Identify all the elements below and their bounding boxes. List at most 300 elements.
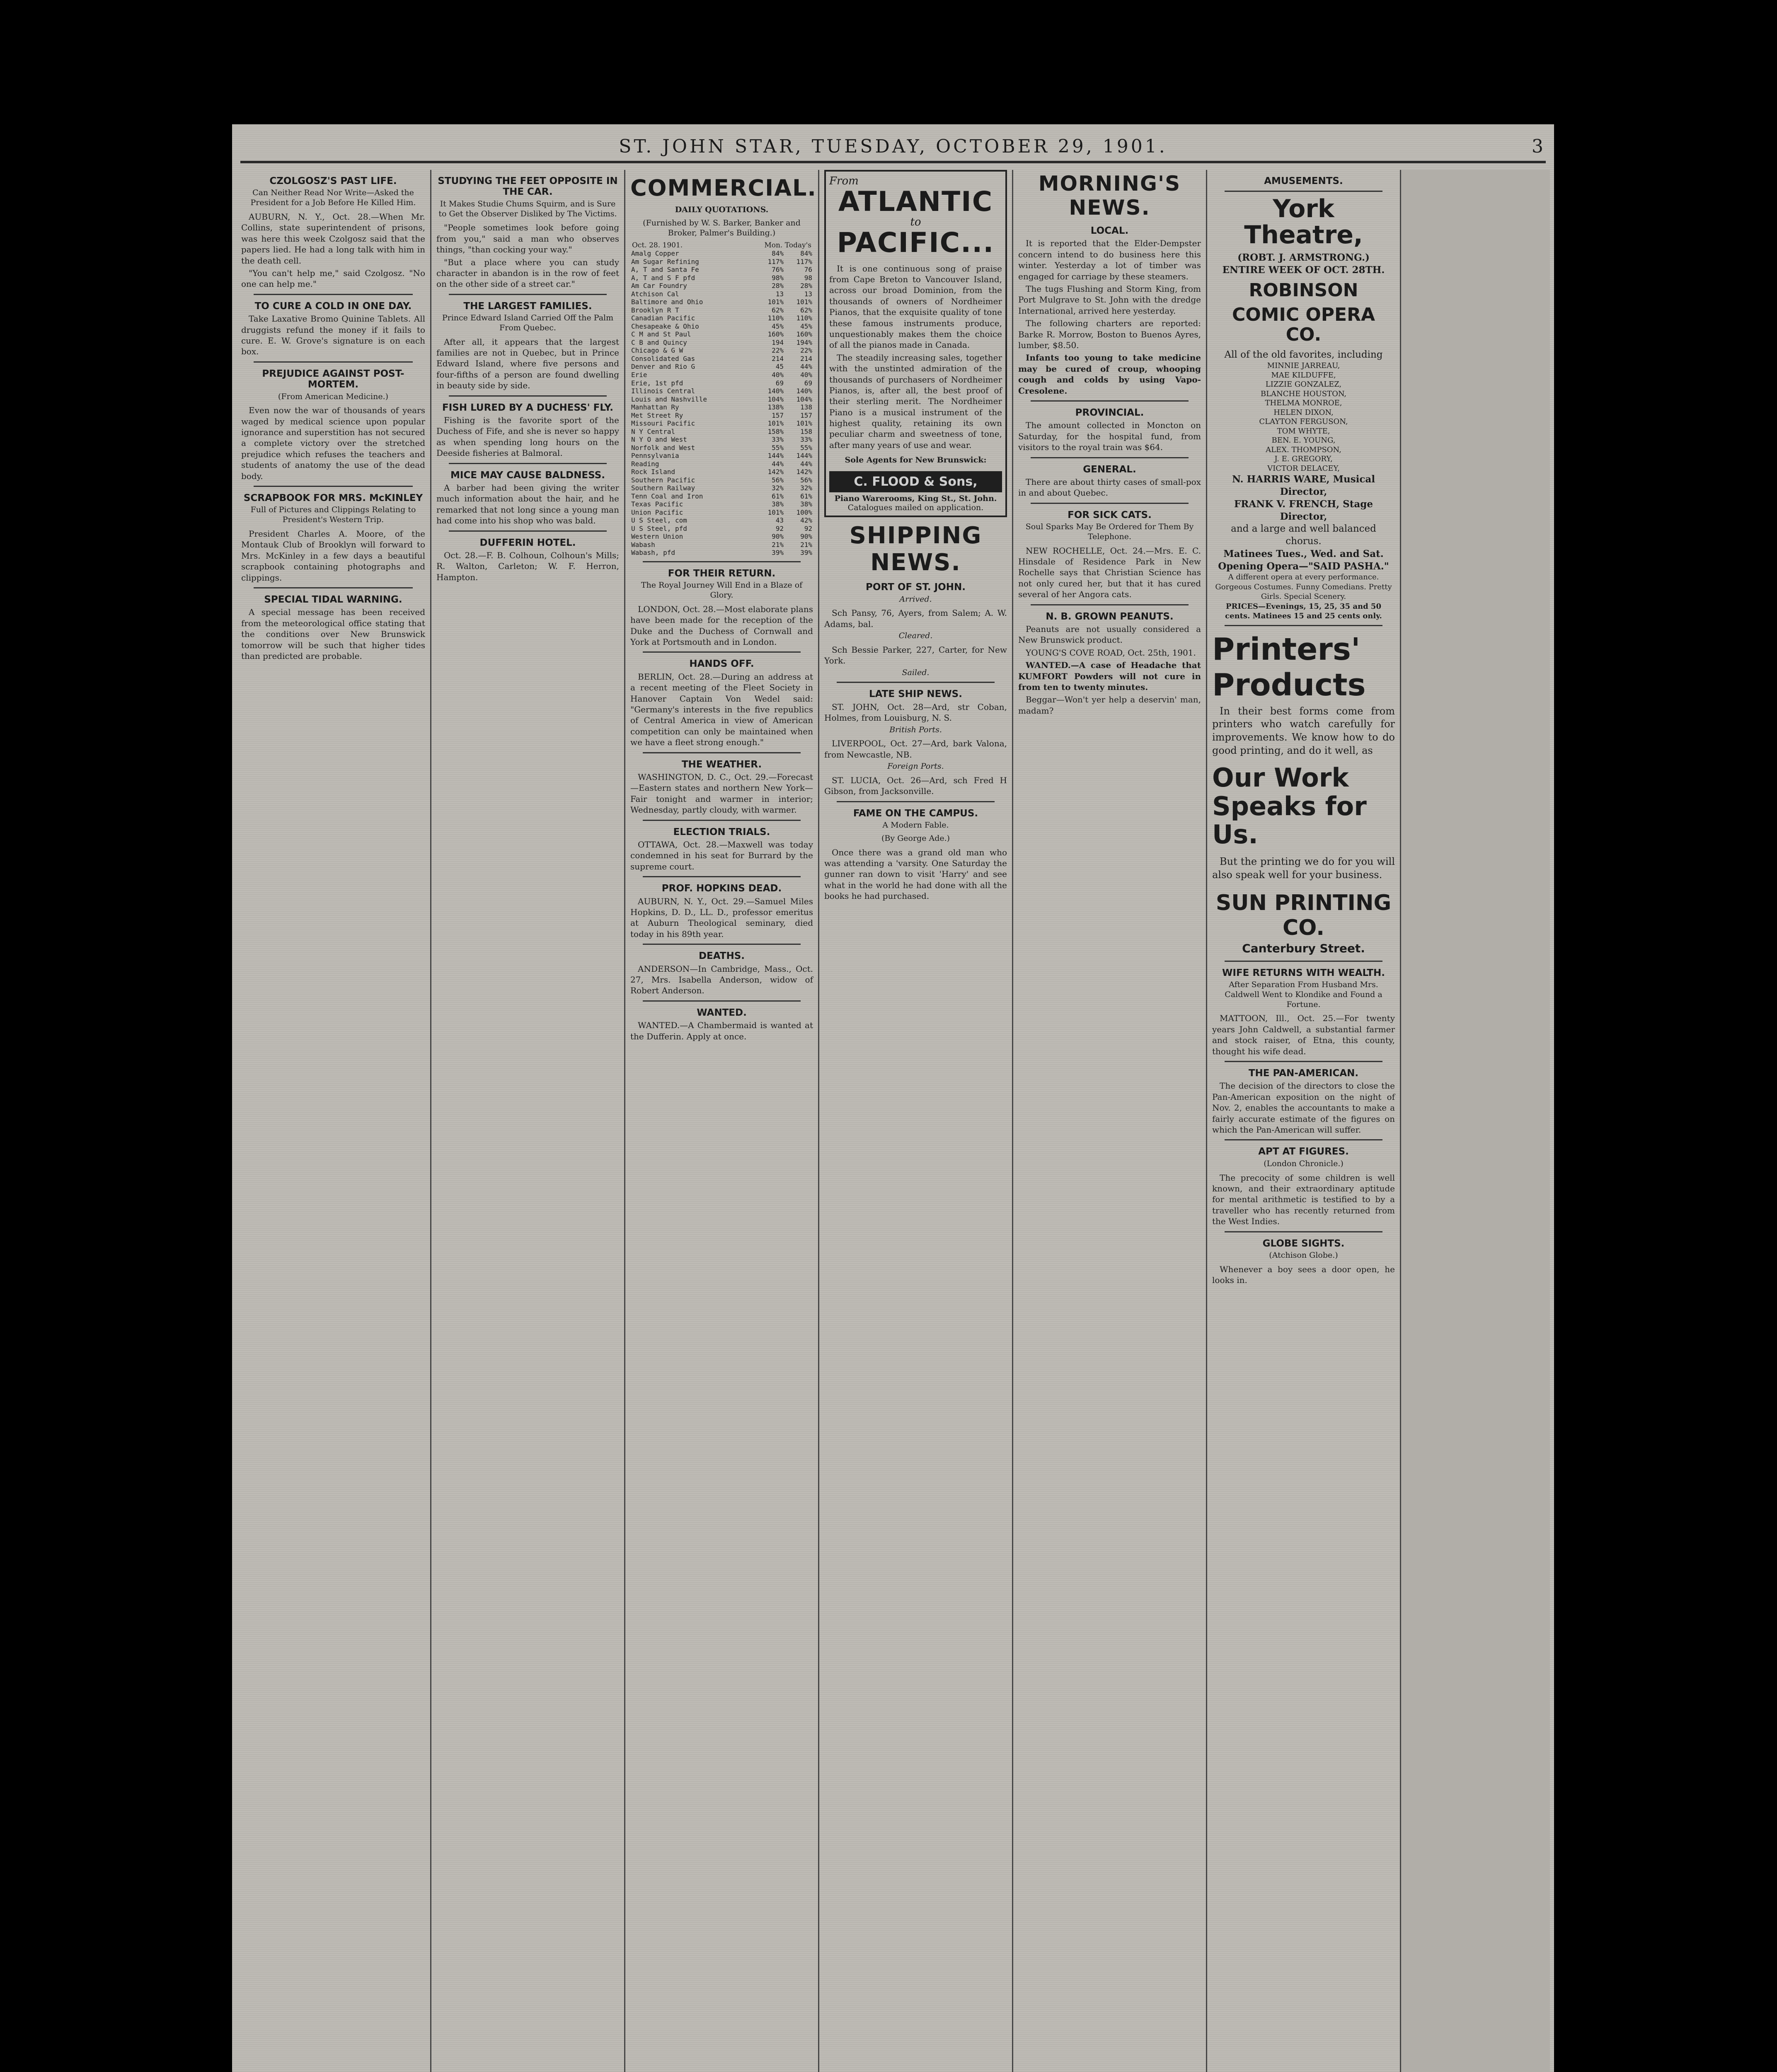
ad-text: It is one continuous song of praise from Cape Breton to Vancouver Island, across our broad Dominion, from the thousands of owners of Nordheimer Pianos, that the exquisite quality of tone these famous instruments produce, unquestionably makes them the choice of all the pianos made in Canada. xyxy=(829,263,1002,350)
quote-price: 22% xyxy=(772,346,784,355)
byline-fame-campus: (By George Ade.) xyxy=(881,833,950,843)
quote-price: 56% xyxy=(772,476,784,484)
divider xyxy=(449,395,607,397)
headline-studying-feet: STUDYING THE FEET OPPOSITE IN THE CAR. xyxy=(438,176,618,198)
quote-stock: U S Steel, pfd xyxy=(631,524,687,533)
divider xyxy=(1225,191,1382,192)
headline-post-mortem: PREJUDICE AGAINST POST-MORTEM. xyxy=(262,368,404,390)
quote-row xyxy=(630,500,813,508)
quote-price: 39% xyxy=(772,549,784,557)
quote-stock: Pennsylvania xyxy=(631,452,679,460)
quote-price: 138% xyxy=(767,403,784,411)
label-cleared: Cleared. xyxy=(898,631,933,641)
divider xyxy=(1031,457,1189,458)
ticket-prices: PRICES—Evenings, 15, 25, 35 and 50 cents. Matinees 15 and 25 cents only. xyxy=(1225,602,1382,620)
quote-price: 45% xyxy=(800,322,812,330)
quote-row xyxy=(630,428,813,436)
subhead-wife-returns: After Separation From Husband Mrs. Caldwell Went to Klondike and Found a Fortune. xyxy=(1225,980,1382,1009)
divider xyxy=(449,463,607,464)
headline-deaths: DEATHS. xyxy=(698,951,745,962)
subhead-apt-figures: (London Chronicle.) xyxy=(1264,1159,1344,1168)
quote-row xyxy=(630,533,813,541)
article-text: Once there was a grand old man who was attending a 'varsity. One Saturday the gunner ran down to visit 'Harry' and see what in the world he had done with all the books he had purchased. xyxy=(824,847,1007,901)
ad-to: to xyxy=(910,216,921,229)
quote-price: 61% xyxy=(800,492,812,500)
quote-stock: A, T and S F pfd xyxy=(631,274,695,282)
quote-stock: Amalg Copper xyxy=(631,249,679,258)
quote-stock: C M and St Paul xyxy=(631,330,691,339)
quote-row xyxy=(630,339,813,347)
quote-price: 101% xyxy=(767,298,784,306)
article-text: After all, it appears that the largest families are not in Quebec, but in Prince Edward Island, where five persons and four-fifths of a person are found dwelling in beauty side by side. xyxy=(436,336,619,391)
quote-stock: Erie xyxy=(631,370,647,379)
article-text: WASHINGTON, D. C., Oct. 29.—Forecast—Eastern states and northern New York—Fair tonight and warmer in interior; Wednesday, partly cloudy, with warmer. xyxy=(630,772,813,815)
quote-price: 158 xyxy=(800,427,812,436)
quote-row xyxy=(630,525,813,533)
quote-price: 117% xyxy=(796,257,812,266)
quote-price: 110% xyxy=(796,314,812,322)
quote-price: 144% xyxy=(767,452,784,460)
quote-price: 214 xyxy=(772,354,784,363)
subhead-daily-quotations: DAILY QUOTATIONS. xyxy=(675,205,769,214)
article-text: The decision of the directors to close the Pan-American exposition on the night of Nov. 2, enables the accountants to make a fairly accurate estimate of the figures on which the Pan-American will suffer. xyxy=(1212,1081,1395,1135)
quote-price: 194 xyxy=(772,338,784,346)
subhead-fame-campus: A Modern Fable. xyxy=(882,821,949,830)
divider xyxy=(449,294,607,295)
quote-stock: Missouri Pacific xyxy=(631,419,695,428)
cast-member: BLANCHE HOUSTON, xyxy=(1260,389,1347,398)
headline-mornings-news: MORNING'S NEWS. xyxy=(1038,172,1181,220)
article-text: WANTED.—A Chambermaid is wanted at the Dufferin. Apply at once. xyxy=(630,1020,813,1041)
headline-scrapbook: SCRAPBOOK FOR MRS. McKINLEY xyxy=(243,493,423,504)
quote-stock: Louis and Nashville xyxy=(631,395,707,403)
headline-mice-baldness: MICE MAY CAUSE BALDNESS. xyxy=(450,470,605,481)
article-text: AUBURN, N. Y., Oct. 28.—When Mr. Collins, state superintendent of prisons, was here this week Czolgosz said that the papers lied. He had a long talk with him in the death cell. xyxy=(241,211,425,266)
quote-row xyxy=(630,387,813,395)
shipping-entry: ST. JOHN, Oct. 28—Ard, str Coban, Holmes, from Louisburg, N. S. xyxy=(824,702,1007,723)
quote-row xyxy=(630,444,813,452)
article-text: The tugs Flushing and Storm King, from Port Mulgrave to St. John with the dredge International, arrived here yesterday. xyxy=(1018,284,1201,316)
quote-price: 160% xyxy=(796,330,812,339)
cast-member: J. E. GREGORY, xyxy=(1274,455,1333,464)
quote-price: 21% xyxy=(800,540,812,549)
headline-cold-cure: TO CURE A COLD IN ONE DAY. xyxy=(254,300,412,312)
quote-price: 39% xyxy=(800,549,812,557)
ad-atlantic: ATLANTIC xyxy=(838,186,993,218)
theatre-name: York Theatre, xyxy=(1244,194,1363,250)
newspaper-page xyxy=(232,124,1554,2072)
quote-stock: Southern Pacific xyxy=(631,476,695,484)
quote-stock: Wabash, pfd xyxy=(631,549,675,557)
chorus-note: and a large and well balanced chorus. xyxy=(1231,523,1376,547)
quote-row xyxy=(630,298,813,306)
amusements-label: AMUSEMENTS. xyxy=(1264,176,1343,186)
headline-hopkins-dead: PROF. HOPKINS DEAD. xyxy=(661,883,782,894)
column-4 xyxy=(818,170,1012,2072)
quote-price: 84% xyxy=(800,249,812,258)
divider xyxy=(1225,1231,1382,1232)
divider xyxy=(643,561,801,562)
subhead-scrapbook: Full of Pictures and Clippings Relating to President's Western Trip. xyxy=(250,505,416,525)
divider xyxy=(1031,400,1189,402)
article-text: BERLIN, Oct. 28.—During an address at a recent meeting of the Fleet Society in Hanover Captain Von Wedel said: "Germany's interests in the five republics of Central America in view of American competition can only be maintained when we have a fleet strong enough." xyxy=(630,671,813,748)
quote-price: 45 xyxy=(775,363,784,371)
quote-row xyxy=(630,346,813,355)
article-text: A special message has been received from the meteorological office stating that the conditions over New Brunswick tomorrow will be such that higher tides than predicted are probable. xyxy=(241,607,425,661)
quote-price: 44% xyxy=(772,460,784,468)
cast-member: BEN. E. YOUNG, xyxy=(1271,436,1336,445)
cast-member: HELEN DIXON, xyxy=(1273,408,1334,417)
quote-price: 92 xyxy=(775,524,784,533)
shipping-entry: Sch Pansy, 76, Ayers, from Salem; A. W. Adams, bal. xyxy=(824,608,1007,629)
subhead-their-return: The Royal Journey Will End in a Blaze of Glory. xyxy=(641,581,803,600)
quote-stock: Rock Island xyxy=(631,468,675,476)
article-text: "People sometimes look before going from you," said a man who observes things, "than cocking your way." xyxy=(436,223,619,255)
article-text: The amount collected in Moncton on Saturday, for the hospital fund, from visitors to the royal train was $64. xyxy=(1018,420,1201,453)
quote-stock: Tenn Coal and Iron xyxy=(631,492,703,500)
quote-row xyxy=(630,492,813,501)
label-foreign-ports: Foreign Ports. xyxy=(887,762,944,771)
theatre-lessee: (ROBT. J. ARMSTRONG.) xyxy=(1237,252,1370,264)
quote-stock: Am Sugar Refining xyxy=(631,257,699,266)
cast-member: TOM WHYTE, xyxy=(1277,426,1330,436)
quote-stock: C B and Quincy xyxy=(631,338,687,346)
quote-stock: A, T and Santa Fe xyxy=(631,266,699,274)
article-text: The following charters are reported: Barke R. Morrow, Boston to Buenos Ayres, lumber, $8.50. xyxy=(1018,318,1201,350)
quote-price: 104% xyxy=(796,395,812,403)
subhead-largest-families: Prince Edward Island Carried Off the Palm From Quebec. xyxy=(442,313,614,332)
quote-price: 62% xyxy=(772,306,784,314)
quote-row xyxy=(630,322,813,331)
quote-price: 33% xyxy=(800,436,812,444)
quote-price: 140% xyxy=(767,387,784,395)
quote-price: 28% xyxy=(772,282,784,290)
stage-director: FRANK V. FRENCH, Stage Director, xyxy=(1234,499,1373,522)
quote-row xyxy=(630,290,813,298)
quote-row xyxy=(630,452,813,460)
quote-stock: Reading xyxy=(631,460,659,468)
headline-dufferin-hotel: DUFFERIN HOTEL. xyxy=(479,537,576,548)
quote-price: 38% xyxy=(772,500,784,508)
quote-price: 101% xyxy=(767,508,784,516)
article-text: The precocity of some children is well known, and their extraordinary aptitude for mental arithmetic is testified to by a traveller who has recently returned from the West Indies. xyxy=(1212,1172,1395,1227)
quote-price: 84% xyxy=(772,249,784,258)
quote-price: 28% xyxy=(800,282,812,290)
shipping-entry: LIVERPOOL, Oct. 27—Ard, bark Valona, from Newcastle, NB. xyxy=(824,738,1007,760)
quote-price: 43 xyxy=(775,516,784,525)
quote-price: 33% xyxy=(772,436,784,444)
musical-director: N. HARRIS WARE, Musical Director, xyxy=(1232,474,1375,498)
headline-fame-campus: FAME ON THE CAMPUS. xyxy=(853,808,978,819)
quotes-header xyxy=(630,241,813,249)
article-text: Fishing is the favorite sport of the Duchess of Fife, and she is never so happy as when spending long hours on the Deeside fisheries at Balmoral. xyxy=(436,415,619,458)
quote-price: 98% xyxy=(772,274,784,282)
quote-row xyxy=(630,266,813,274)
quote-price: 101% xyxy=(796,419,812,428)
headline-apt-figures: APT AT FIGURES. xyxy=(1258,1146,1349,1157)
headline-hands-off: HANDS OFF. xyxy=(689,658,754,670)
printers-text: In their best forms come from printers who watch carefully for improvements. We know how to do good printing, and do it well, as xyxy=(1212,705,1395,756)
article-text: Infants too young to take medicine may be cured of croup, whooping cough and colds by using Vapo-Cresolene. xyxy=(1018,353,1201,396)
label-sailed: Sailed. xyxy=(902,668,930,677)
quote-price: 40% xyxy=(772,370,784,379)
article-text: MATTOON, Ill., Oct. 25.—For twenty years John Caldwell, a substantial farmer and stock raiser, of Etna, this county, thought his wife dead. xyxy=(1212,1013,1395,1056)
article-text: Oct. 28.—F. B. Colhoun, Colhoun's Mills; R. Walton, Carleton; W. F. Herron, Hampton. xyxy=(436,550,619,582)
divider xyxy=(643,1000,801,1002)
quote-price: 101% xyxy=(767,419,784,428)
divider xyxy=(1225,961,1382,962)
article-text: Take Laxative Bromo Quinine Tablets. All druggists refund the money if it fails to cure. E. W. Grove's signature is on each box. xyxy=(241,314,425,357)
cast-member: MAE KILDUFFE, xyxy=(1271,370,1336,380)
sun-printing-address: Canterbury Street. xyxy=(1242,942,1365,956)
headline-wife-returns: WIFE RETURNS WITH WEALTH. xyxy=(1222,967,1385,978)
article-text: OTTAWA, Oct. 28.—Maxwell was today condemned in his seat for Burrard by the supreme court. xyxy=(630,839,813,871)
column-2 xyxy=(430,170,624,2072)
company-name-2: COMIC OPERA CO. xyxy=(1232,304,1375,345)
quote-price: 100% xyxy=(796,508,812,516)
article-text: There are about thirty cases of small-pox in and about Quebec. xyxy=(1018,477,1201,498)
quote-row xyxy=(630,363,813,371)
ad-pacific: PACIFIC... xyxy=(837,227,995,259)
quote-row xyxy=(630,419,813,428)
opening-opera: Opening Opera—"SAID PASHA." xyxy=(1218,560,1389,572)
divider xyxy=(254,587,413,588)
headline-local: LOCAL. xyxy=(1090,225,1129,236)
quote-row xyxy=(630,468,813,476)
divider xyxy=(1031,503,1189,504)
quote-price: 98 xyxy=(804,274,812,282)
quote-price: 69 xyxy=(804,379,812,387)
column-1 xyxy=(236,170,430,2072)
divider xyxy=(1225,625,1382,626)
headline-sick-cats: FOR SICK CATS. xyxy=(1068,509,1152,520)
column-3 xyxy=(624,170,818,2072)
quote-row xyxy=(630,436,813,444)
quote-row xyxy=(630,411,813,420)
divider xyxy=(837,801,995,802)
quote-stock: Brooklyn R T xyxy=(631,306,679,314)
quote-row xyxy=(630,314,813,322)
sun-printing-name: SUN PRINTING CO. xyxy=(1215,891,1392,941)
column-5 xyxy=(1012,170,1206,2072)
quote-stock: Chesapeake & Ohio xyxy=(631,322,699,330)
headline-late-ship-news: LATE SHIP NEWS. xyxy=(869,689,962,700)
quote-row xyxy=(630,249,813,258)
ad-firm-address: Piano Warerooms, King St., St. John. xyxy=(834,494,997,503)
headline-shipping-news: SHIPPING NEWS. xyxy=(849,522,982,576)
divider xyxy=(643,752,801,753)
quote-row xyxy=(630,274,813,282)
quote-price: 45% xyxy=(772,322,784,330)
quote-row xyxy=(630,549,813,557)
article-text: President Charles A. Moore, of the Montauk Club of Brooklyn will forward to Mrs. McKinley in a few days a beautiful scrapbook containing photographs and clippings. xyxy=(241,528,425,583)
article-text: It is reported that the Elder-Dempster concern intend to do business here this winter. Yesterday a lot of timber was engaged for carriage by these steamers. xyxy=(1018,238,1201,281)
quote-price: 160% xyxy=(767,330,784,339)
right-margin xyxy=(1400,170,1550,2072)
quote-price: 157 xyxy=(800,411,812,419)
quote-stock: Illinois Central xyxy=(631,387,695,395)
quote-stock: Norfolk and West xyxy=(631,443,695,452)
cast-member: CLAYTON FERGUSON, xyxy=(1259,417,1348,426)
article-text: NEW ROCHELLE, Oct. 24.—Mrs. E. C. Hinsdale of Residence Park in New Rochelle says that Christian Science has not only cured her, but that it has cured several of her Angora cats. xyxy=(1018,545,1201,600)
cast-member: ALEX. THOMPSON, xyxy=(1266,445,1341,454)
article-text: AUBURN, N. Y., Oct. 29.—Samuel Miles Hopkins, D. D., LL. D., professor emeritus at Auburn Theological seminary, died today in his 89th year. xyxy=(630,896,813,939)
quote-row xyxy=(630,371,813,379)
headline-provincial: PROVINCIAL. xyxy=(1075,407,1144,418)
quote-row xyxy=(630,330,813,339)
column-6 xyxy=(1206,170,1400,2072)
quote-row xyxy=(630,258,813,266)
headline-general: GENERAL. xyxy=(1083,464,1136,475)
quote-price: 62% xyxy=(800,306,812,314)
quote-stock: Southern Railway xyxy=(631,484,695,492)
quote-price: 38% xyxy=(800,500,812,508)
quote-stock: Met Street Ry xyxy=(631,411,683,419)
divider xyxy=(1225,1061,1382,1062)
headline-their-return: FOR THEIR RETURN. xyxy=(668,568,776,579)
quote-price: 44% xyxy=(800,460,812,468)
headline-wanted: WANTED. xyxy=(697,1007,747,1018)
subhead-post-mortem: (From American Medicine.) xyxy=(278,392,389,401)
quote-price: 194% xyxy=(796,338,812,346)
quote-price: 144% xyxy=(796,452,812,460)
quote-price: 90% xyxy=(772,533,784,541)
divider xyxy=(254,294,413,295)
quote-row xyxy=(630,282,813,290)
headline-port-st-john: PORT OF ST. JOHN. xyxy=(866,582,966,593)
quotations-table xyxy=(630,249,813,557)
quote-stock: Consolidated Gas xyxy=(631,354,695,363)
quote-price: 142% xyxy=(767,468,784,476)
quote-price: 110% xyxy=(767,314,784,322)
subhead-quotations-source: (Furnished by W. S. Barker, Banker and Broker, Palmer's Building.) xyxy=(643,218,801,237)
ad-text: The steadily increasing sales, together with the unstinted admiration of the thousands of purchasers of Nordheimer Pianos, is, after all, the best proof of their sterling merit. The Nordheimer Piano is a musical instrument of the highest quality, retaining its own peculiar charm and sweetness of tone, after many years of use and wear. xyxy=(829,352,1002,450)
divider xyxy=(1031,604,1189,605)
headline-pan-american: THE PAN-AMERICAN. xyxy=(1248,1067,1359,1079)
cast-member: LIZZIE GONZALEZ, xyxy=(1265,380,1342,389)
headline-globe-sights: GLOBE SIGHTS. xyxy=(1262,1238,1345,1249)
quote-price: 140% xyxy=(796,387,812,395)
quote-price: 55% xyxy=(772,443,784,452)
cast-member: MINNIE JARREAU, xyxy=(1267,361,1340,370)
quote-row xyxy=(630,541,813,549)
cast-list xyxy=(1212,361,1395,473)
printers-slogan: Our Work Speaks for Us. xyxy=(1212,762,1367,850)
article-text: A barber had been giving the writer much information about the hair, and he remarked that not long since a young man had come into his shop who was bald. xyxy=(436,483,619,526)
article-text: "You can't help me," said Czolgosz. "No one can help me." xyxy=(241,268,425,289)
quote-price: 61% xyxy=(772,492,784,500)
matinees: Matinees Tues., Wed. and Sat. xyxy=(1223,548,1384,559)
quote-price: 56% xyxy=(800,476,812,484)
ad-agents: Sole Agents for New Brunswick: xyxy=(845,455,987,465)
quote-price: 138 xyxy=(800,403,812,411)
divider xyxy=(254,486,413,487)
quote-price: 32% xyxy=(772,484,784,492)
quote-stock: Erie, 1st pfd xyxy=(631,379,683,387)
quote-price: 13 xyxy=(804,290,812,298)
opera-note: A different opera at every performance. Gorgeous Costumes. Funny Comedians. Pretty Girls. Special Scenery. xyxy=(1215,573,1392,601)
headline-weather: THE WEATHER. xyxy=(681,759,762,770)
quote-price: 76% xyxy=(772,266,784,274)
quote-price: 117% xyxy=(767,257,784,266)
quote-stock: Am Car Foundry xyxy=(631,282,687,290)
quote-price: 76 xyxy=(804,266,812,274)
quote-stock: U S Steel, com xyxy=(631,516,687,525)
quote-stock: Wabash xyxy=(631,540,655,549)
divider xyxy=(643,944,801,945)
article-text: ANDERSON—In Cambridge, Mass., Oct. 27, Mrs. Isabella Anderson, widow of Robert Anderson. xyxy=(630,963,813,996)
headline-peanuts: N. B. GROWN PEANUTS. xyxy=(1046,611,1174,622)
page-number: 3 xyxy=(1532,136,1546,157)
divider xyxy=(643,876,801,877)
quotes-columns: Mon. Today's xyxy=(764,241,811,250)
quote-row xyxy=(630,476,813,484)
article-text: LONDON, Oct. 28.—Most elaborate plans have been made for the reception of the Duke and the Duchess of Cornwall and York at Portsmouth and in London. xyxy=(630,604,813,647)
headline-largest-families: THE LARGEST FAMILIES. xyxy=(463,300,592,312)
quote-price: 90% xyxy=(800,533,812,541)
quote-price: 22% xyxy=(800,346,812,355)
quote-stock: Baltimore and Ohio xyxy=(631,298,703,306)
divider xyxy=(449,530,607,532)
shipping-entry: ST. LUCIA, Oct. 26—Ard, sch Fred H Gibson, from Jacksonville. xyxy=(824,775,1007,796)
quote-stock: N Y O and West xyxy=(631,436,687,444)
company-name-1: ROBINSON xyxy=(1249,280,1358,301)
quotes-date: Oct. 28. 1901. xyxy=(632,241,683,250)
quote-stock: Texas Pacific xyxy=(631,500,683,508)
article-text: Beggar—Won't yer help a deservin' man, madam? xyxy=(1018,695,1201,716)
quote-price: 104% xyxy=(767,395,784,403)
article-text: Whenever a boy sees a door open, he looks in. xyxy=(1212,1264,1395,1285)
article-text: WANTED.—A case of Headache that KUMFORT Powders will not cure in from ten to twenty minutes. xyxy=(1018,660,1201,692)
quote-price: 142% xyxy=(796,468,812,476)
quote-price: 44% xyxy=(800,363,812,371)
quote-stock: Atchison Cal xyxy=(631,290,679,298)
theatre-week: ENTIRE WEEK OF OCT. 28TH. xyxy=(1222,264,1385,276)
quote-price: 42% xyxy=(800,516,812,525)
cast-member: VICTOR DELACEY, xyxy=(1267,464,1340,473)
quote-row xyxy=(630,379,813,387)
quote-row xyxy=(630,516,813,525)
nordheimer-advertisement xyxy=(824,170,1007,517)
quote-row xyxy=(630,460,813,468)
quote-price: 157 xyxy=(772,411,784,419)
subhead-czolgosz: Can Neither Read Nor Write—Asked the President for a Job Before He Killed Him. xyxy=(250,188,416,208)
quote-stock: Canadian Pacific xyxy=(631,314,695,322)
subhead-studying-feet: It Makes Studie Chums Squirm, and is Sure to Get the Observer Disliked by The Victims. xyxy=(438,199,617,218)
divider xyxy=(643,820,801,821)
quote-price: 214 xyxy=(800,354,812,363)
label-british-ports: British Ports. xyxy=(889,725,942,734)
quote-price: 158% xyxy=(767,427,784,436)
quote-stock: Manhattan Ry xyxy=(631,403,679,411)
article-text: Peanuts are not usually considered a New Brunswick product. xyxy=(1018,624,1201,645)
quote-price: 55% xyxy=(800,443,812,452)
quote-price: 40% xyxy=(800,370,812,379)
printers-heading-1: Printers' xyxy=(1212,632,1361,668)
ad-firm: C. FLOOD & Sons, xyxy=(829,471,1002,492)
quote-row xyxy=(630,306,813,315)
masthead xyxy=(240,132,1546,163)
headline-election-trials: ELECTION TRIALS. xyxy=(673,826,770,838)
headline-tidal-warning: SPECIAL TIDAL WARNING. xyxy=(264,594,402,605)
quote-row xyxy=(630,395,813,404)
quote-price: 32% xyxy=(800,484,812,492)
masthead-title: ST. JOHN STAR, TUESDAY, OCTOBER 29, 1901. xyxy=(619,136,1167,157)
quote-stock: Chicago & G W xyxy=(631,346,683,355)
article-text: Even now the war of thousands of years waged by medical science upon popular ignorance and superstition has not secured a complete victory over the stretched prejudice which refuses the teachers and students of anatomy the use of the dead body. xyxy=(241,405,425,481)
ad-catalogues: Catalogues mailed on application. xyxy=(847,503,984,513)
shipping-entry: Sch Bessie Parker, 227, Carter, for New York. xyxy=(824,644,1007,666)
